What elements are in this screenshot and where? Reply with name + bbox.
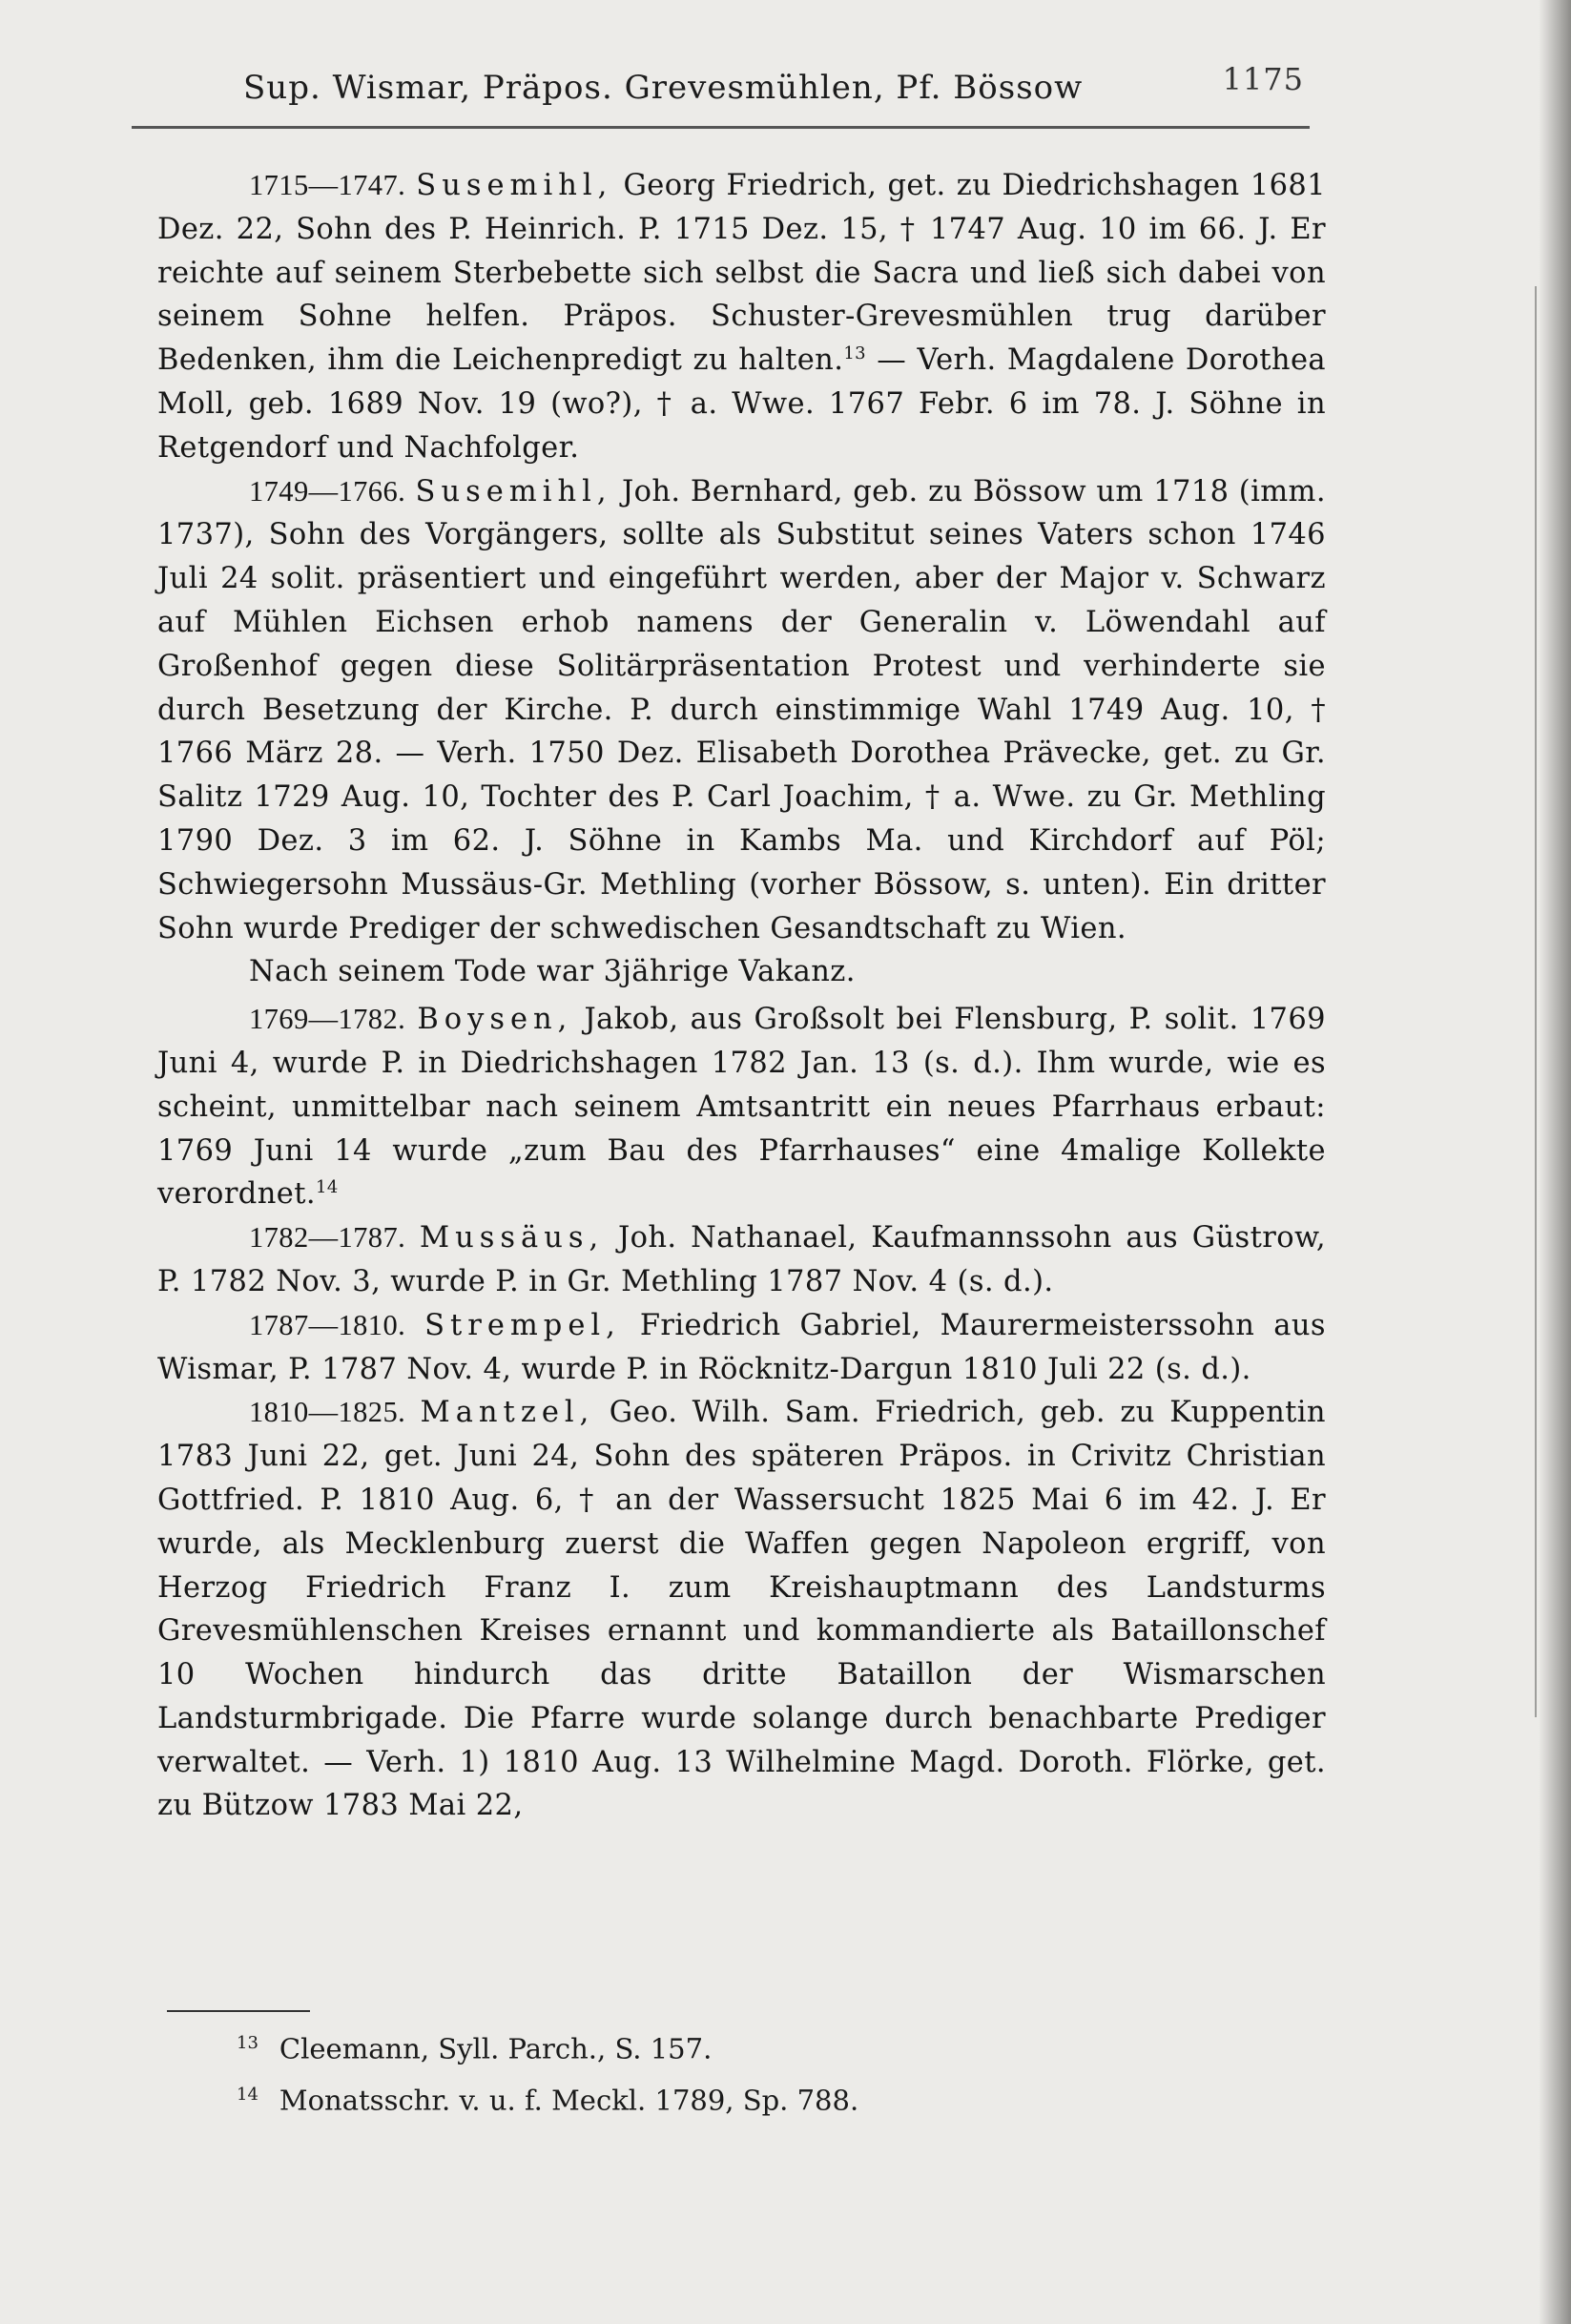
entry-years: 1769—1782. xyxy=(249,1003,406,1036)
entry-name: Susemihl, xyxy=(415,474,612,508)
entry-years: 1787—1810. xyxy=(249,1308,406,1341)
page-number: 1175 xyxy=(1222,61,1304,97)
footnote-ref: 13 xyxy=(843,343,867,364)
entry-susemihl-georg xyxy=(157,164,1326,470)
page-edge-shadow xyxy=(1539,0,1571,2324)
footnote-text: Cleemann, Syll. Parch., S. 157. xyxy=(279,2032,713,2065)
entry-boysen xyxy=(157,998,1326,1216)
footnote-ref: 14 xyxy=(315,1177,339,1198)
entry-years: 1749—1766. xyxy=(249,474,406,508)
footnote-number: 13 xyxy=(237,2033,258,2053)
footnote-text: Monatsschr. v. u. f. Meckl. 1789, Sp. 788. xyxy=(279,2084,859,2117)
entry-text: Joh. Bernhard, geb. zu Bössow um 1718 (imm. 1737), Sohn des Vorgängers, sollte als Substitut seines Vaters schon 1746 Juli 24 solit. präsentiert und eingeführt werden, aber der Major v. Schwarz auf Mühlen Eichsen erhob namens der Generalin v. Löwendahl auf Großenhof gegen diese Solitärpräsentation Protest und verhinderte sie durch Besetzung der Kirche. P. durch einstimmige Wahl 1749 Aug. 10, † 1766 März 28. — Verh. 1750 Dez. Elisabeth Dorothea Prävecke, get. zu Gr. Salitz 1729 Aug. 10, Tochter des P. Carl Joachim, † a. Wwe. zu Gr. Methling 1790 Dez. 3 im 62. J. Söhne in Kambs Ma. und Kirchdorf auf Pöl; Schwiegersohn Mussäus-Gr. Methling (vorher Bössow, s. unten). Ein dritter Sohn wurde Prediger der schwedischen Gesandtschaft zu Wien. xyxy=(157,474,1326,945)
footnote-rule xyxy=(167,2010,310,2012)
entry-years: 1782—1787. xyxy=(249,1221,406,1255)
footnote-13 xyxy=(237,2021,1190,2072)
entry-name: Strempel, xyxy=(424,1308,621,1342)
vacancy-note: Nach seinem Tode war 3jährige Vakanz. xyxy=(249,955,856,989)
entry-strempel xyxy=(157,1304,1326,1392)
entry-mussaeus xyxy=(157,1216,1326,1304)
entry-text: Joh. Nathanael, Kaufmannssohn aus Güstrow, P. 1782 Nov. 3, wurde P. in Gr. Methling 1787 Nov. 4 (s. d.). xyxy=(157,1221,1326,1298)
entry-name: Mantzel, xyxy=(420,1396,595,1430)
page-edge-line xyxy=(1535,286,1537,1717)
footnote-number: 14 xyxy=(237,2084,258,2105)
entry-years: 1810—1825. xyxy=(249,1396,406,1429)
main-text xyxy=(157,164,1326,1828)
footnotes xyxy=(237,2021,1190,2123)
entry-text: Geo. Wilh. Sam. Friedrich, geb. zu Kuppentin 1783 Juni 22, get. Juni 24, Sohn des späteren Präpos. in Crivitz Christian Gottfried. P. 1810 Aug. 6, † an der Wassersucht 1825 Mai 6 im 42. J. Er wurde, als Mecklenburg zuerst die Waffen gegen Napoleon ergriff, von Herzog Friedrich Franz I. zum Kreishauptmann des Landsturms Grevesmühlenschen Kreises ernannt und kommandierte als Bataillonschef 10 Wochen hindurch das dritte Bataillon der Wismarschen Landsturmbrigade. Die Pfarre wurde solange durch benachbarte Prediger verwaltet. — Verh. 1) 1810 Aug. 13 Wilhelmine Magd. Doroth. Flörke, get. zu Bützow 1783 Mai 22, xyxy=(157,1396,1326,1823)
entry-mantzel xyxy=(157,1391,1326,1828)
entry-text: Georg Friedrich, get. zu Diedrichshagen 1681 Dez. 22, Sohn des P. Heinrich. P. 1715 Dez. 15, † 1747 Aug. 10 im 66. J. Er reichte auf seinem Sterbebette sich selbst die Sacra und ließ sich dabei von seinem Sohne helfen. Präpos. Schuster-Grevesmühlen trug darüber Bedenken, ihm die Leichenpredigt zu halten. xyxy=(157,169,1326,378)
entry-name: Mussäus, xyxy=(419,1221,605,1255)
entry-text-after: — Verh. Magdalene Dorothea Moll, geb. 1689 Nov. 19 (wo?), † a. Wwe. 1767 Febr. 6 im 78. J. Söhne in Retgendorf und Nachfolger. xyxy=(157,343,1326,465)
footnote-14 xyxy=(237,2072,1190,2124)
entry-text: Jakob, aus Großsolt bei Flensburg, P. solit. 1769 Juni 4, wurde P. in Diedrichshagen 1782 Jan. 13 (s. d.). Ihm wurde, wie es scheint, unmittelbar nach seinem Amtsantritt ein neues Pfarrhaus erbaut: 1769 Juni 14 wurde „zum Bau des Pfarrhauses“ eine 4malige Kollekte verordnet. xyxy=(157,1003,1326,1212)
entry-text: Friedrich Gabriel, Maurermeisterssohn aus Wismar, P. 1787 Nov. 4, wurde P. in Röcknitz-Dargun 1810 Juli 22 (s. d.). xyxy=(157,1308,1326,1386)
entry-susemihl-johann xyxy=(157,470,1326,951)
header-rule xyxy=(132,126,1310,129)
entry-name: Susemihl, xyxy=(416,169,613,202)
header-title: Sup. Wismar, Präpos. Grevesmühlen, Pf. Bössow xyxy=(243,69,1084,107)
entry-years: 1715—1747. xyxy=(249,169,406,201)
running-header xyxy=(243,61,1304,116)
entry-name: Boysen, xyxy=(417,1003,573,1037)
